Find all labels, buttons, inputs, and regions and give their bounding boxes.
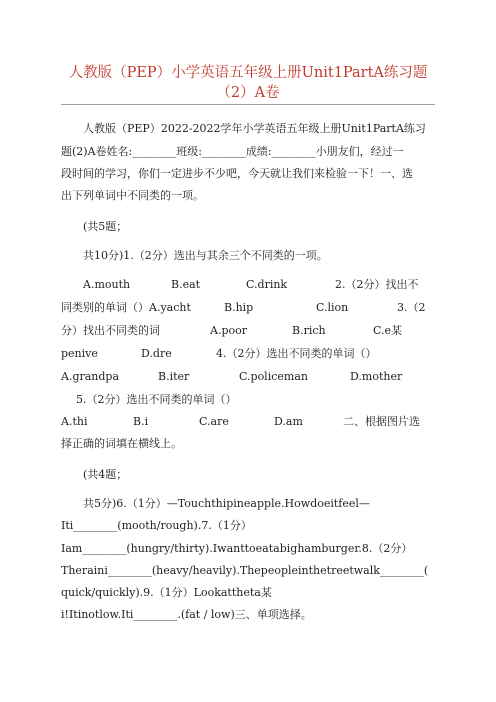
question-4-stem: 4.（2分）选出不同类的单词（） — [216, 347, 377, 360]
q3-stem: 分）找出不同类的词 — [61, 324, 160, 337]
q4-option-d: D.mother — [350, 370, 403, 383]
question-3-number: 3.（2 — [397, 301, 426, 314]
q1-option-c: C.drink — [246, 278, 288, 291]
intro-line-3: 段时间的学习，你们一定进步不少吧，今天就让我们来检验一下！一、选 — [61, 167, 413, 180]
q5-option-b: B.i — [133, 415, 149, 428]
section-2-heading: 二、根据图片选 — [343, 415, 420, 428]
q3-option-c-cont: penive — [61, 347, 98, 360]
q4-option-b: B.iter — [158, 370, 190, 383]
question-5-stem: 5.（2分）选出不同类的单词（） — [76, 393, 237, 406]
q5-option-d: D.am — [274, 415, 303, 428]
question-6-line: 共5分)6.（1分）—Touchthipineapple.Howdoeitfeel— — [83, 497, 370, 510]
question-8-cont-line: quick/quickly).9.（1分）Lookattheta某 — [61, 586, 272, 599]
question-6-blank-line: Iti________(mooth/rough).7.（1分） — [61, 519, 252, 532]
question-9-line: i!Itinotlow.Iti________.(fat / low)三、单项选择。 — [61, 608, 312, 621]
q2-option-c: C.lion — [316, 301, 349, 314]
q3-option-d: D.dre — [141, 347, 172, 360]
q2-stem-option-a: 同类别的单词（）A.yacht — [61, 301, 191, 314]
q2-option-b: B.hip — [224, 301, 254, 314]
q5-option-a: A.thi — [61, 415, 88, 428]
q3-option-b: B.rich — [292, 324, 326, 337]
intro-line-2: 题(2)A卷姓名:________班级:________成绩:________小朋友们，经过一 — [61, 145, 404, 158]
q3-option-a: A.poor — [210, 324, 247, 337]
question-8-line: Theraini________(heavy/heavily).Thepeopleinthetreetwalk________( — [61, 564, 429, 577]
document-title-line-1: 人教版（PEP）小学英语五年级上册Unit1PartA练习题 — [68, 65, 428, 81]
section-2-count: (共4题； — [83, 468, 128, 481]
question-7-line: Iam________(hungry/thirty).Iwanttoeatabighamburger.8.（2分） — [61, 542, 413, 555]
intro-line-1: 人教版（PEP）2022-2022学年小学英语五年级上册Unit1PartA练习 — [83, 122, 426, 135]
q1-option-b: B.eat — [171, 278, 201, 291]
document-title-line-2: （2）A卷 — [216, 85, 280, 101]
q4-option-a: A.grandpa — [61, 370, 120, 383]
question-1-stem: 共10分)1.（2分）选出与其余三个不同类的一项。 — [83, 249, 328, 262]
q3-option-c: C.e某 — [373, 324, 403, 337]
q1-option-a: A.mouth — [83, 278, 131, 291]
section-1-count: (共5题； — [83, 220, 128, 233]
question-2-stem: 2.（2分）找出不 — [335, 278, 419, 291]
intro-line-4: 出下列单词中不同类的一项。 — [61, 189, 204, 202]
section-2-heading-cont: 择正确的词填在横线上。 — [61, 437, 182, 450]
q4-option-c: C.policeman — [239, 370, 308, 383]
title-divider — [61, 104, 435, 105]
q5-option-c: C.are — [199, 415, 229, 428]
